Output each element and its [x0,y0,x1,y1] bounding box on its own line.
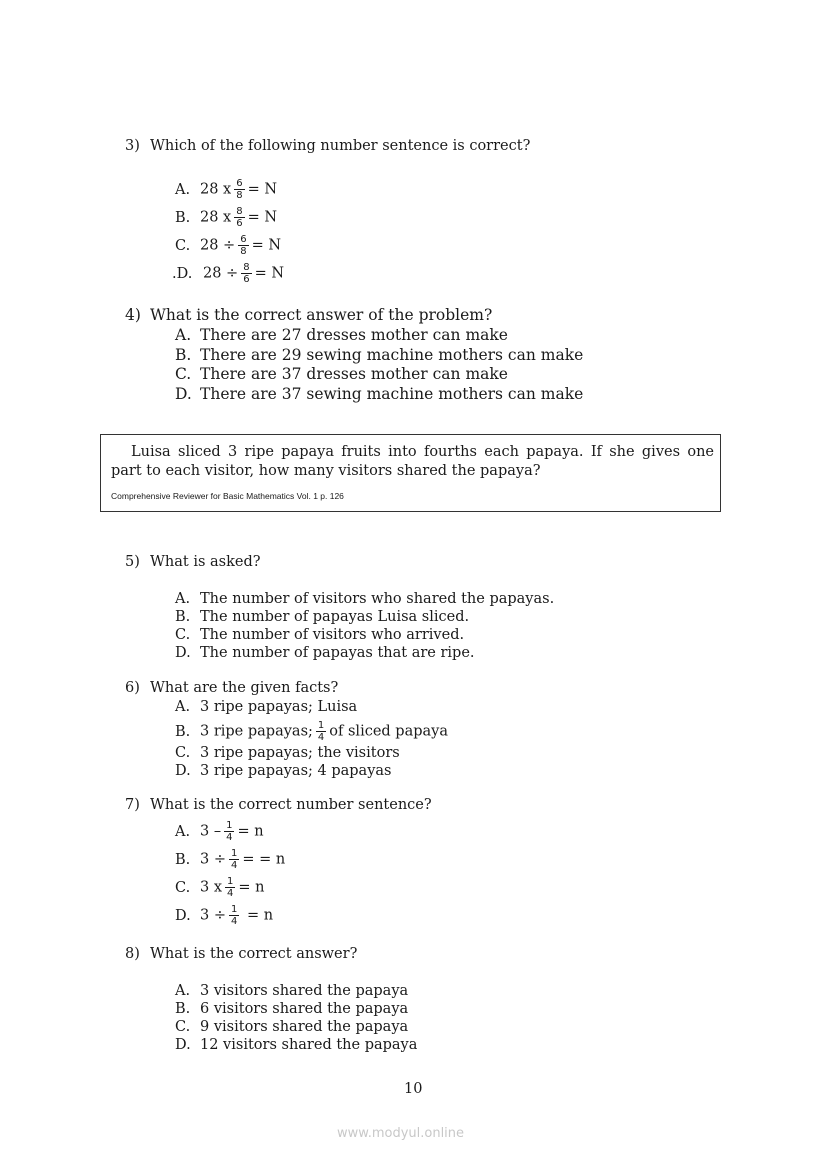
option-text: 6 visitors shared the papaya [200,1001,409,1017]
denominator: 4 [227,888,234,899]
option-label: B. [175,345,192,364]
numerator: 6 [240,234,247,245]
question-number: 6) [125,680,140,696]
page-number: 10 [404,1081,423,1097]
option-label: C. [175,365,192,384]
option-text: 3 ripe papayas; the visitors [200,745,400,761]
option-text: 12 visitors shared the papaya [200,1037,418,1053]
numerator: 1 [317,720,325,731]
fraction [229,904,239,927]
fraction [316,720,326,743]
option-3c [175,234,281,257]
denominator: 8 [240,246,247,257]
question-number: 5) [125,554,140,570]
option-6c [175,744,400,762]
option-label: C. [175,1019,191,1035]
option-expr-right: = N [254,265,285,282]
denominator: 8 [236,190,243,201]
option-label: A. [175,823,191,840]
option-label: C. [175,879,191,896]
option-label: B. [175,1001,191,1017]
option-label: B. [175,723,191,740]
option-label: A. [175,181,191,198]
option-label: D. [175,763,191,779]
options-8 [175,982,417,1054]
question-text: What are the given facts? [150,680,339,696]
option-expr-left: 3 ÷ [200,907,226,924]
option-6a [175,698,357,716]
fraction [229,848,239,871]
numerator: 1 [230,904,238,915]
option-label: C. [175,745,191,761]
option-expr-right: = N [251,237,282,254]
option-text: 9 visitors shared the papaya [200,1019,409,1035]
option-8a [175,982,417,1000]
option-expr-left: 3 ÷ [200,851,226,868]
option-text: The number of visitors who shared the papayas. [200,591,555,607]
numerator: 1 [230,848,238,859]
option-expr-right: = N [247,181,278,198]
word-problem-text: Luisa sliced 3 ripe papaya fruits into fourths each papaya. If she gives one part to each visitor, how many visitors shared the papaya? [111,444,714,479]
denominator: 4 [317,732,325,743]
option-5d [175,644,554,662]
question-text: What is the correct answer? [150,946,358,962]
question-text: Which of the following number sentence is correct? [150,138,531,154]
option-label: D. [175,385,192,404]
question-8 [125,946,357,962]
option-label: C. [175,237,191,254]
watermark: www.modyul.online [337,1126,465,1141]
denominator: 4 [226,832,233,843]
fraction [241,262,251,285]
option-text: 3 visitors shared the papaya [200,983,409,999]
option-4d [175,385,583,405]
numerator: 1 [226,820,233,831]
question-number: 4) [125,306,141,324]
numerator: 8 [243,262,250,273]
option-label: A. [175,326,192,344]
denominator: 4 [230,860,238,871]
option-6b [175,720,448,743]
option-expr-left: 28 ÷ [200,237,236,254]
question-text: What is asked? [150,554,261,570]
option-text: There are 29 sewing machine mothers can make [200,345,584,364]
option-expr-left: 28 x [200,209,232,226]
option-label: B. [175,209,191,226]
option-text: 3 ripe papayas; Luisa [200,699,358,715]
option-expr-right: = n [242,907,274,924]
option-text: There are 37 sewing machine mothers can make [200,385,584,404]
question-number: 8) [125,946,140,962]
question-3 [125,138,530,154]
option-expr-left: 28 ÷ [203,265,239,282]
option-label: C. [175,627,191,643]
denominator: 6 [243,274,250,285]
option-label: A. [175,699,191,715]
option-label: .D. [172,265,193,282]
option-3b [175,206,277,229]
option-expr-right: = N [247,209,278,226]
option-5a [175,590,554,608]
option-expr-right: = = n [242,851,286,868]
option-4b [175,346,583,366]
option-5b [175,608,554,626]
option-8c [175,1018,417,1036]
option-text: 3 ripe papayas; 4 papayas [200,763,392,779]
option-text: There are 37 dresses mother can make [200,365,508,384]
option-label: B. [175,851,191,868]
option-7d [175,904,273,927]
option-label: A. [175,983,191,999]
option-text: The number of papayas Luisa sliced. [200,609,470,625]
options-5 [175,590,554,662]
option-3d [172,262,284,285]
options-4 [175,326,583,405]
fraction [225,876,235,899]
option-label: D. [175,645,191,661]
option-7c [175,876,265,899]
question-number: 3) [125,138,140,154]
option-label: B. [175,609,191,625]
question-6 [125,680,338,696]
denominator: 6 [236,218,243,229]
option-text: There are 27 dresses mother can make [200,326,508,344]
option-6d [175,762,391,780]
option-expr-right: = n [238,879,265,896]
option-4a [175,326,583,346]
option-8b [175,1000,417,1018]
option-text: The number of papayas that are ripe. [200,645,475,661]
option-7a [175,820,264,843]
option-expr-left: 3 x [200,879,223,896]
denominator: 4 [230,916,238,927]
fraction [234,178,244,201]
word-problem-box [100,434,721,512]
numerator: 6 [236,178,243,189]
option-expr-right: of sliced papaya [329,723,448,740]
option-3a [175,178,277,201]
option-text: The number of visitors who arrived. [200,627,465,643]
option-label: A. [175,591,191,607]
question-text: What is the correct number sentence? [150,797,432,813]
word-problem-source: Comprehensive Reviewer for Basic Mathematics Vol. 1 p. 126 [111,491,344,501]
fraction [234,206,244,229]
option-expr-right: = n [237,823,264,840]
option-8d [175,1036,417,1054]
fraction [224,820,234,843]
option-expr-left: 3 – [200,823,222,840]
option-label: D. [175,907,191,924]
question-text: What is the correct answer of the problem? [150,306,493,324]
option-expr-left: 3 ripe papayas; [200,723,313,740]
question-7 [125,797,432,813]
option-5c [175,626,554,644]
numerator: 8 [236,206,243,217]
question-number: 7) [125,797,140,813]
question-5 [125,554,261,570]
option-4c [175,365,583,385]
numerator: 1 [227,876,234,887]
fraction [238,234,248,257]
option-expr-left: 28 x [200,181,232,198]
question-4 [125,306,492,324]
option-7b [175,848,285,871]
option-label: D. [175,1037,191,1053]
